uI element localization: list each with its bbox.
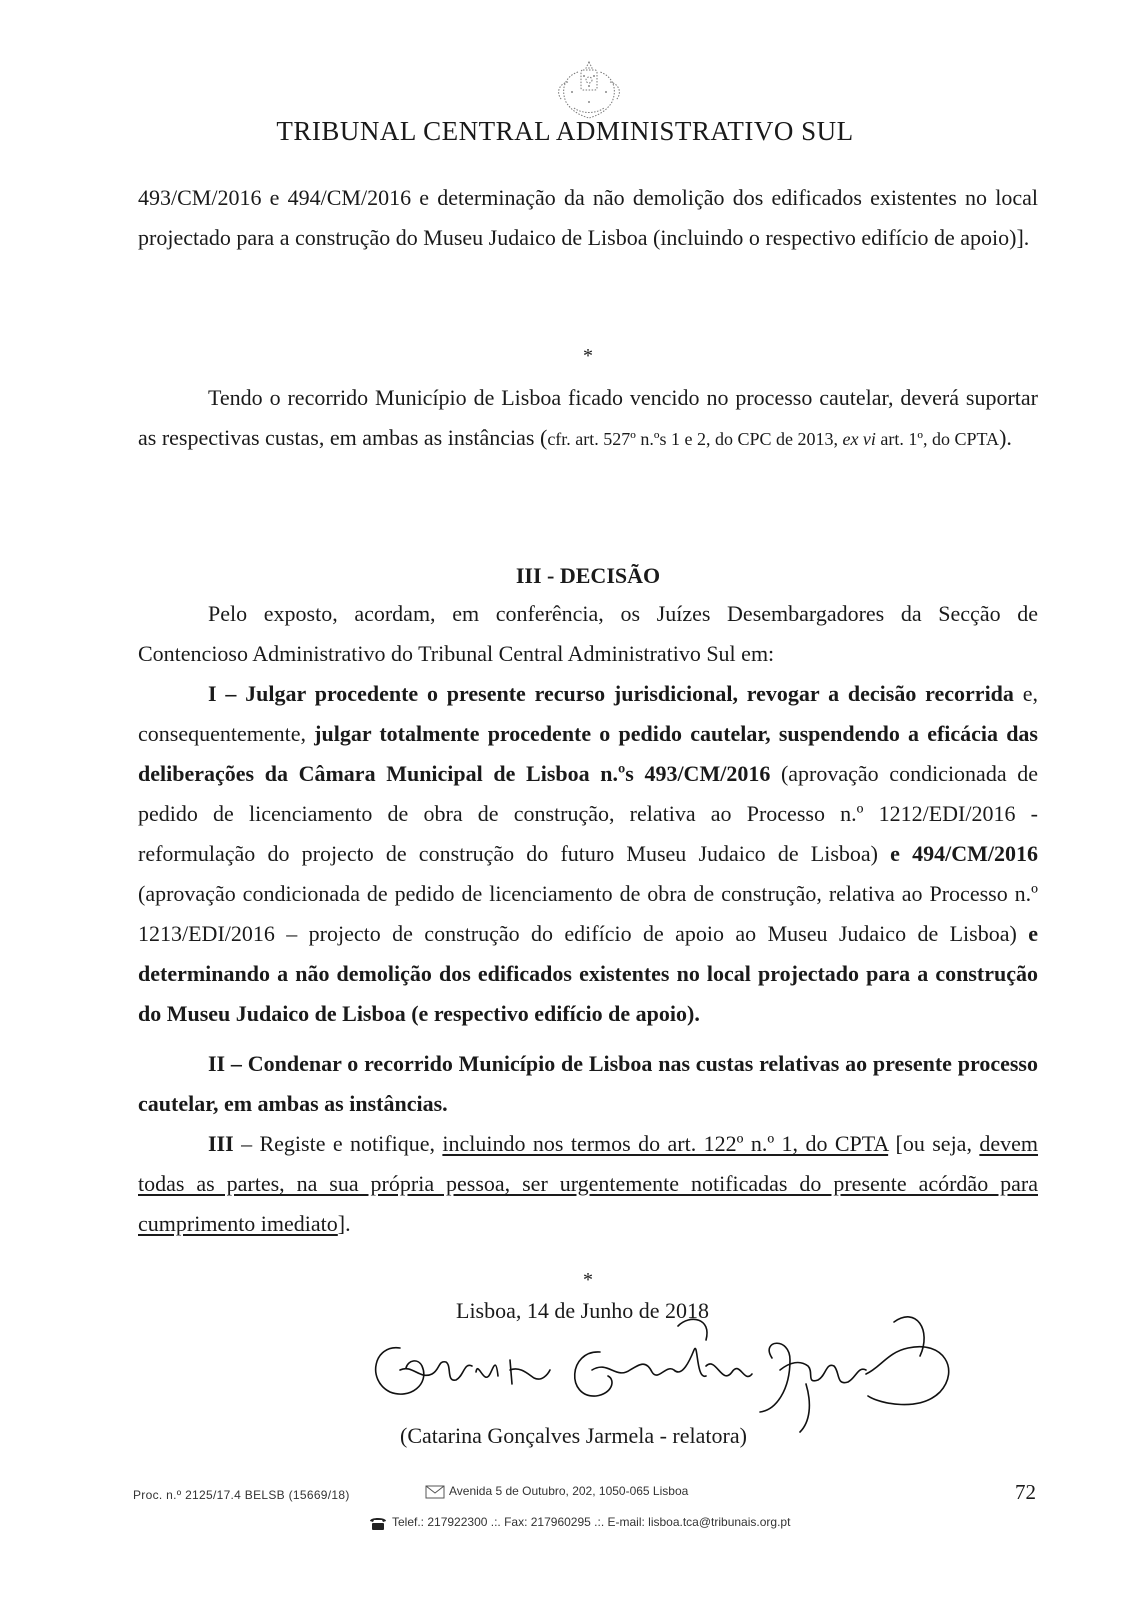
decision-item-3: III – Registe e notifique, incluindo nos termos do art. 122º n.º 1, do CPTA [ou seja, devem todas as partes, na sua própria pessoa, ser urgentemente notificadas do presente acórdão para cumprimento imediato]. [138, 1131, 1039, 1236]
court-contacts [368, 1515, 790, 1531]
costs-text: Tendo o recorrido Município de Lisboa ficado vencido no processo cautelar, deverá suportar as respectivas custas, em ambas as instâncias ( [138, 385, 1038, 450]
address-text: Avenida 5 de Outubro, 202, 1050-065 Lisboa [449, 1484, 689, 1498]
coat-of-arms-icon [548, 58, 630, 124]
separator-star: * [583, 345, 593, 367]
envelope-icon [425, 1485, 445, 1499]
page-number: 72 [1015, 1480, 1036, 1504]
court-address [425, 1484, 688, 1499]
signatory-name: (Catarina Gonçalves Jarmela - relatora) [400, 1423, 747, 1448]
decision-intro: Pelo exposto, acordam, em conferência, os Juízes Desembargadores da Secção de Contencioso Administrativo do Tribunal Central Administrativo Sul em: [138, 601, 1038, 666]
decision-block [138, 594, 1038, 1244]
continued-paragraph [138, 178, 1038, 258]
contact-text: Telef.: 217922300 .:. Fax: 217960295 .:. E-mail: lisboa.tca@tribunais.org.pt [392, 1515, 791, 1530]
handwritten-signature [360, 1300, 960, 1440]
signature-date: Lisboa, 14 de Junho de 2018 [456, 1298, 709, 1323]
costs-paragraph [138, 378, 1038, 459]
process-number: Proc. n.º 2125/17.4 BELSB (15669/18) [133, 1488, 350, 1502]
costs-citation: cfr. art. 527º n.ºs 1 e 2, do CPC de 2013, [547, 429, 843, 449]
ex-vi-text: ex vi [842, 429, 876, 449]
section-heading: III - DECISÃO [515, 563, 661, 588]
court-title: TRIBUNAL CENTRAL ADMINISTRATIVO SUL [276, 116, 854, 146]
decision-item-2: II – Condenar o recorrido Município de Lisboa nas custas relativas ao presente processo cautelar, em ambas as instâncias. [138, 1051, 1038, 1116]
costs-article: art. 1º, do CPTA [875, 429, 1000, 449]
separator-star-2: * [583, 1269, 593, 1291]
telephone-icon [368, 1515, 388, 1531]
costs-end: ). [999, 425, 1012, 450]
paragraph-continued: 493/CM/2016 e 494/CM/2016 e determinação da não demolição dos edificados existentes no local projectado para a construção do Museu Judaico de Lisboa (incluindo o respectivo edifício de apoio)]. [138, 185, 1038, 250]
decision-item-1: I – Julgar procedente o presente recurso jurisdicional, revogar a decisão recorrida e, consequentemente, julgar totalmente procedente o pedido cautelar, suspendendo a eficácia das deliberações da Câmara Municipal de Lisboa n.ºs 493/CM/2016 (aprovação condicionada de pedido de licenciamento de obra de construção, relativa ao Processo n.º 1212/EDI/2016 - reformulação do projecto de construção do futuro Museu Judaico de Lisboa) e 494/CM/2016 (aprovação condicionada de pedido de licenciamento de obra de construção, relativa ao Processo n.º 1213/EDI/2016 – projecto de construção do edifício de apoio ao Museu Judaico de Lisboa) e determinando a não demolição dos edificados existentes no local projectado para a construção do Museu Judaico de Lisboa (e respectivo edifício de apoio). [138, 681, 1038, 1026]
